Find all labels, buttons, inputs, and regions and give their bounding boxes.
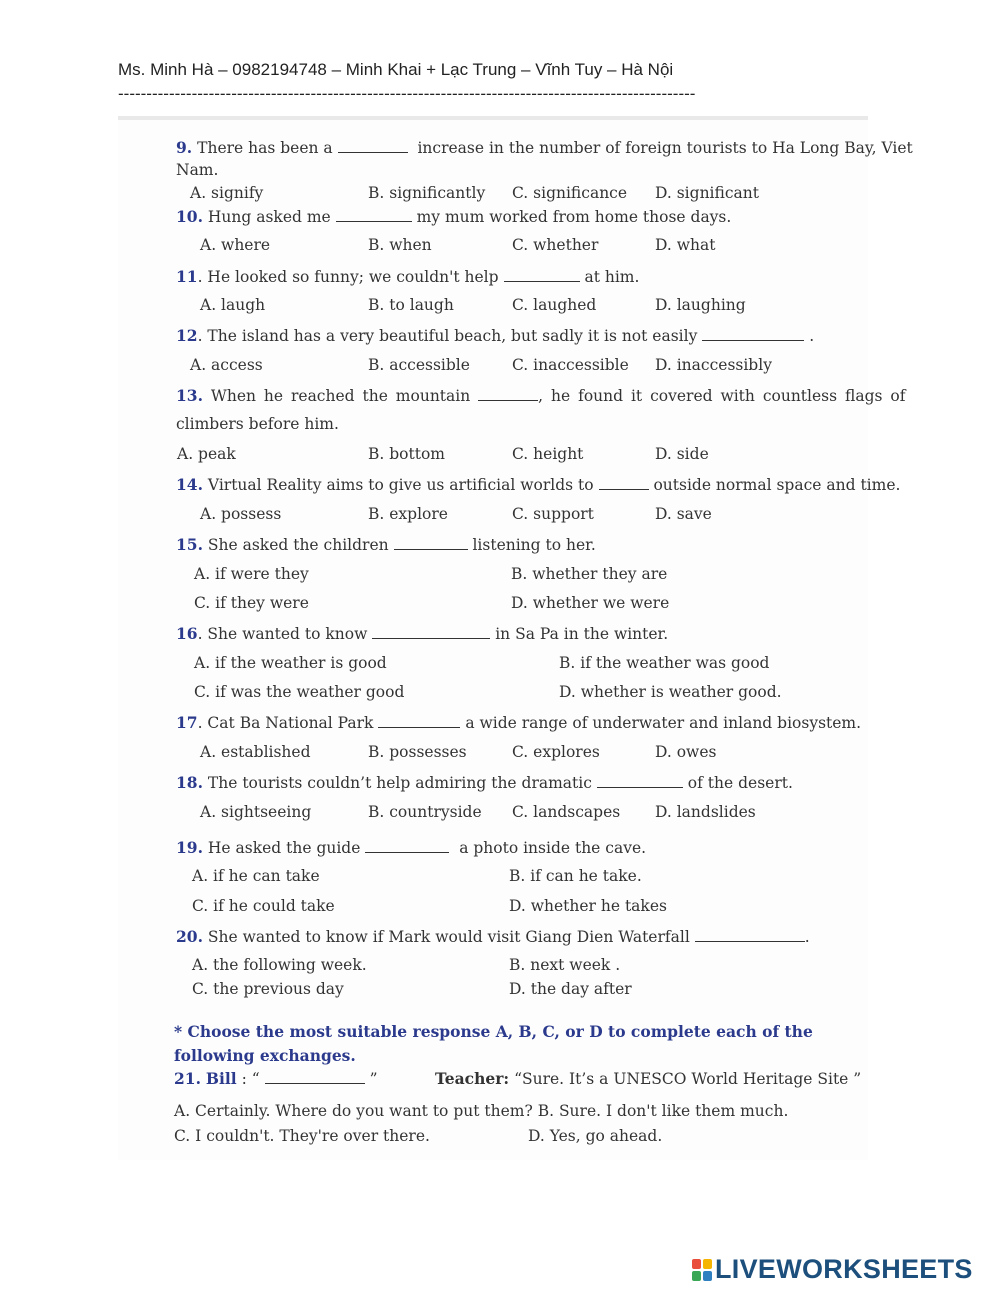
question-13 <box>176 386 905 405</box>
question-number: 21. <box>174 1069 201 1088</box>
question-number: 18. <box>176 773 203 792</box>
option-d[interactable]: D. the day after <box>509 980 632 998</box>
logo-text: LIVEWORKSHEETS <box>715 1254 973 1284</box>
option-d[interactable]: D. whether he takes <box>509 897 667 915</box>
question-text: a wide range of underwater and inland biosystem. <box>465 714 862 732</box>
question-text: a photo inside the cave. <box>459 839 647 857</box>
question-text: She wanted to know if Mark would visit Giang Dien Waterfall <box>207 928 690 946</box>
question-11 <box>176 267 639 286</box>
option-c[interactable]: C. inaccessible <box>512 356 629 374</box>
option-c[interactable]: C. I couldn't. They're over there. <box>174 1127 430 1145</box>
header-title: Ms. Minh Hà – 0982194748 – Minh Khai + Lạc Trung – Vĩnh Tuy – Hà Nội <box>118 60 674 79</box>
question-text: of the desert. <box>687 774 793 792</box>
question-text: There has been a <box>197 139 333 157</box>
question-number: 15. <box>176 535 203 554</box>
option-b[interactable]: B. countryside <box>368 803 482 821</box>
option-b[interactable]: B. bottom <box>368 445 445 463</box>
option-c[interactable]: C. if they were <box>194 594 309 612</box>
question-number: 17 <box>176 713 198 732</box>
option-d[interactable]: D. landslides <box>655 803 756 821</box>
question-number: 9. <box>176 138 193 157</box>
question-16 <box>176 624 668 643</box>
option-c[interactable]: C. laughed <box>512 296 597 314</box>
question-text: in Sa Pa in the winter. <box>495 625 669 643</box>
question-text: . <box>809 327 815 345</box>
question-number: 14. <box>176 475 203 494</box>
option-b[interactable]: B. whether they are <box>511 565 668 583</box>
option-a[interactable]: A. access <box>190 356 263 374</box>
question-12 <box>176 326 814 345</box>
question-number: 19. <box>176 838 203 857</box>
question-text: . <box>804 928 810 946</box>
question-15 <box>176 535 596 554</box>
option-a[interactable]: A. where <box>200 236 271 254</box>
option-c[interactable]: C. height <box>512 445 584 463</box>
dialogue-text: ” <box>369 1070 378 1088</box>
question-number: 16 <box>176 624 198 643</box>
option-c[interactable]: C. support <box>512 505 594 523</box>
option-a[interactable]: A. if the weather is good <box>194 654 387 672</box>
options-a-b[interactable]: A. Certainly. Where do you want to put them? B. Sure. I don't like them much. <box>174 1102 789 1120</box>
question-17 <box>176 713 861 732</box>
answer-blank[interactable] <box>365 840 449 853</box>
question-13-cont <box>176 415 339 433</box>
option-d[interactable]: D. Yes, go ahead. <box>528 1127 663 1145</box>
option-a[interactable]: A. peak <box>177 445 236 463</box>
answer-blank[interactable] <box>372 626 490 639</box>
answer-blank[interactable] <box>599 477 649 490</box>
question-18 <box>176 773 793 792</box>
question-14 <box>176 475 900 494</box>
option-b[interactable]: B. accessible <box>368 356 470 374</box>
question-number: 13. <box>176 386 203 405</box>
option-b[interactable]: B. significantly <box>368 184 486 202</box>
option-c[interactable]: C. significance <box>512 184 628 202</box>
question-text: . Cat Ba National Park <box>197 714 374 732</box>
option-c[interactable]: C. if was the weather good <box>194 683 405 701</box>
answer-blank[interactable] <box>702 328 804 341</box>
question-21 <box>174 1069 378 1088</box>
question-text: Virtual Reality aims to give us artificial worlds to <box>207 476 594 494</box>
option-a[interactable]: A. signify <box>190 184 264 202</box>
option-c[interactable]: C. if he could take <box>192 897 335 915</box>
option-d[interactable]: D. save <box>655 505 712 523</box>
question-number: 20. <box>176 927 203 946</box>
question-text: The tourists couldn’t help admiring the dramatic <box>207 774 592 792</box>
option-b[interactable]: B. if can he take. <box>509 867 642 885</box>
option-a[interactable]: A. the following week. <box>192 956 367 974</box>
logo-grid-icon <box>692 1259 712 1281</box>
dialogue-text: : “ <box>241 1070 260 1088</box>
option-a[interactable]: A. sightseeing <box>200 803 312 821</box>
option-b[interactable]: B. when <box>368 236 432 254</box>
option-a[interactable]: A. if were they <box>194 565 309 583</box>
question-text: outside normal space and time. <box>653 476 901 494</box>
answer-blank[interactable] <box>695 929 805 942</box>
speaker-name: Bill <box>205 1069 237 1088</box>
answer-blank[interactable] <box>478 388 538 401</box>
question-text: . He looked so funny; we couldn't help <box>197 268 499 286</box>
option-b[interactable]: B. to laugh <box>368 296 454 314</box>
header-divider: ------------------------------------------------------------------------------------------------------ <box>118 84 696 103</box>
liveworksheets-logo[interactable] <box>692 1254 973 1285</box>
answer-blank[interactable] <box>394 537 468 550</box>
option-a[interactable]: A. established <box>200 743 311 761</box>
option-a[interactable]: A. if he can take <box>192 867 320 885</box>
option-a[interactable]: A. possess <box>200 505 282 523</box>
option-d[interactable]: D. owes <box>655 743 717 761</box>
option-a[interactable]: A. laugh <box>200 296 266 314</box>
question-text: my mum worked from home those days. <box>416 208 732 226</box>
speaker-name: Teacher: <box>435 1069 510 1088</box>
question-19 <box>176 838 646 857</box>
section-instruction: * Choose the most suitable response A, B, C, or D to complete each of the following exchanges. <box>174 1022 813 1065</box>
answer-blank[interactable] <box>265 1071 365 1084</box>
question-text: increase in the number of foreign tourists to Ha Long Bay, Viet <box>417 139 913 157</box>
question-text: listening to her. <box>472 536 596 554</box>
question-number: 11 <box>176 267 198 286</box>
question-9 <box>176 138 913 157</box>
option-c[interactable]: C. whether <box>512 236 599 254</box>
option-d[interactable]: D. inaccessibly <box>655 356 772 374</box>
answer-blank[interactable] <box>504 269 580 282</box>
question-text: , he found it covered with countless flags of <box>538 387 906 405</box>
option-b[interactable]: B. possesses <box>368 743 467 761</box>
question-number: 10. <box>176 207 203 226</box>
option-d[interactable]: D. side <box>655 445 709 463</box>
option-d[interactable]: D. significant <box>655 184 759 202</box>
question-text: When he reached the mountain <box>210 387 471 405</box>
question-text: . She wanted to know <box>197 625 368 643</box>
option-d[interactable]: D. laughing <box>655 296 746 314</box>
answer-blank[interactable] <box>597 775 683 788</box>
answer-blank[interactable] <box>378 715 460 728</box>
question-text: climbers before him. <box>176 415 339 433</box>
option-b[interactable]: B. explore <box>368 505 448 523</box>
question-20 <box>176 927 810 946</box>
option-d[interactable]: D. whether is weather good. <box>559 683 782 701</box>
question-text: He asked the guide <box>207 839 361 857</box>
question-9-cont <box>176 161 218 179</box>
question-number: 12 <box>176 326 198 345</box>
option-c[interactable]: C. landscapes <box>512 803 621 821</box>
option-d[interactable]: D. what <box>655 236 716 254</box>
question-text: Nam. <box>176 161 219 179</box>
question-text: Hung asked me <box>207 208 331 226</box>
option-c[interactable]: C. explores <box>512 743 600 761</box>
option-b[interactable]: B. if the weather was good <box>559 654 770 672</box>
option-b[interactable]: B. next week . <box>509 956 621 974</box>
page-header <box>118 60 818 104</box>
question-10 <box>176 207 731 226</box>
answer-blank[interactable] <box>336 209 412 222</box>
option-c[interactable]: C. the previous day <box>192 980 344 998</box>
question-text: . The island has a very beautiful beach, but sadly it is not easily <box>197 327 698 345</box>
question-21-teacher <box>435 1069 861 1088</box>
question-text: at him. <box>584 268 640 286</box>
question-text: She asked the children <box>207 536 389 554</box>
dialogue-text: “Sure. It’s a UNESCO World Heritage Site ” <box>514 1070 862 1088</box>
answer-blank[interactable] <box>338 140 408 153</box>
option-d[interactable]: D. whether we were <box>511 594 670 612</box>
